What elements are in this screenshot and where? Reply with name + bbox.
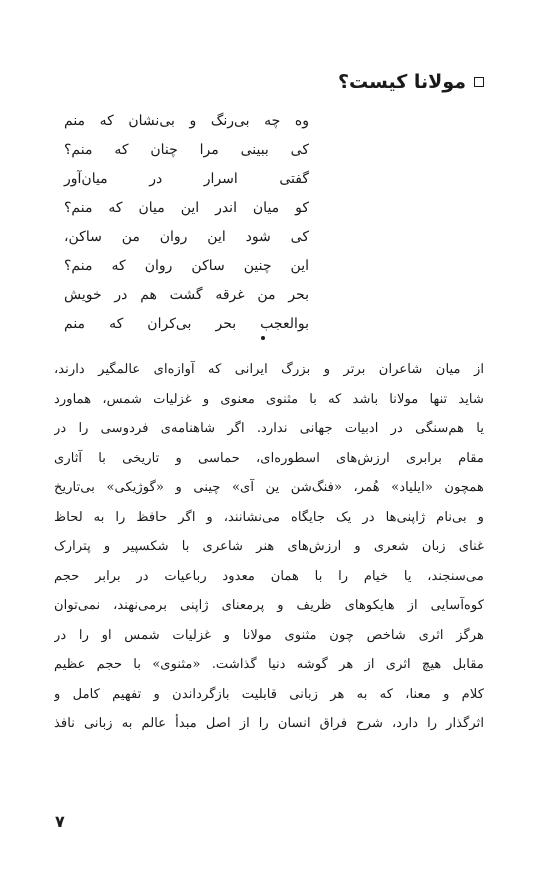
paragraph-line: غنای زبان شعری و ارزش‌های هنر شاعری با شکسپیر و پترارک <box>54 539 484 554</box>
paragraph-line: از میان شاعران برتر و بزرگ ایرانی که آوازه‌ای عالمگیر دارند، <box>54 362 484 377</box>
body-paragraph <box>54 355 484 739</box>
paragraph-line: می‌سنجند، یا خیام را با همان معدود رباعیات در برابر حجم <box>54 568 484 584</box>
poem-line: گفتی اسرار در میان‌آور <box>64 171 309 187</box>
paragraph-line: همچون «ایلیاد» هُمر، «فنگ‌شن ین آی» چینی و «گوژیکی» بی‌تاریخ <box>54 480 484 495</box>
poem-block <box>64 107 309 339</box>
square-bullet-icon <box>474 77 484 87</box>
poem-line: کی شود این روان من ساکن، <box>64 229 309 245</box>
paragraph-line: مقام برابری ارزش‌های اسطوره‌ای، حماسی و تاریخی با آثاری <box>54 450 484 466</box>
paragraph-line: یا هم‌سنگی در ادبیات جهانی ندارد. اگر شاهنامه‌ی فردوسی را در <box>54 421 484 436</box>
paragraph-line: کلام و معنا، که به هر زبانی قابلیت بازگرداندن و تفهیم کامل و <box>54 686 484 702</box>
paragraph-line: کوه‌آسایی از هایکوهای ظریف و پرمعنای ژاپنی برمی‌نهند، نمی‌توان <box>54 598 484 613</box>
paragraph-line: اثرگذار را دارد، شرح فراق انسان را از اصل مبدأ عالم به زبانی نافذ <box>54 716 484 731</box>
paragraph-line: هرگز اثری شاخص چون مثنوی مولانا و غزلیات شمس او را در <box>54 627 484 643</box>
paragraph-line: شاید تنها مولانا باشد که با مثنوی معنوی و غزلیات شمس، هماورد <box>54 391 484 407</box>
section-heading <box>338 68 484 96</box>
section-title: مولانا کیست؟ <box>338 71 466 93</box>
paragraph-line: و بی‌نام ژاپنی‌ها در یک جایگاه می‌نشانند، و اگر حافظ را به لحاظ <box>54 509 484 525</box>
poem-line: بحر من غرقه گشت هم در خویش <box>64 287 309 303</box>
poem-end-dot <box>261 336 265 340</box>
poem-line: این چنین ساکن روان که منم؟ <box>64 258 309 274</box>
poem-line: بوالعجب بحر بی‌کران که منم <box>64 316 309 332</box>
poem-line: وه چه بی‌رنگ و بی‌نشان که منم <box>64 113 309 129</box>
paragraph-line: مقابل هیچ اثری از هر گوشه دنیا گذاشت. «مثنوی» با حجم عظیم <box>54 657 484 672</box>
poem-line: کی ببینی مرا چنان که منم؟ <box>64 142 309 158</box>
poem-line: کو میان اندر این میان که منم؟ <box>64 200 309 216</box>
page-number: ۷ <box>55 812 65 831</box>
